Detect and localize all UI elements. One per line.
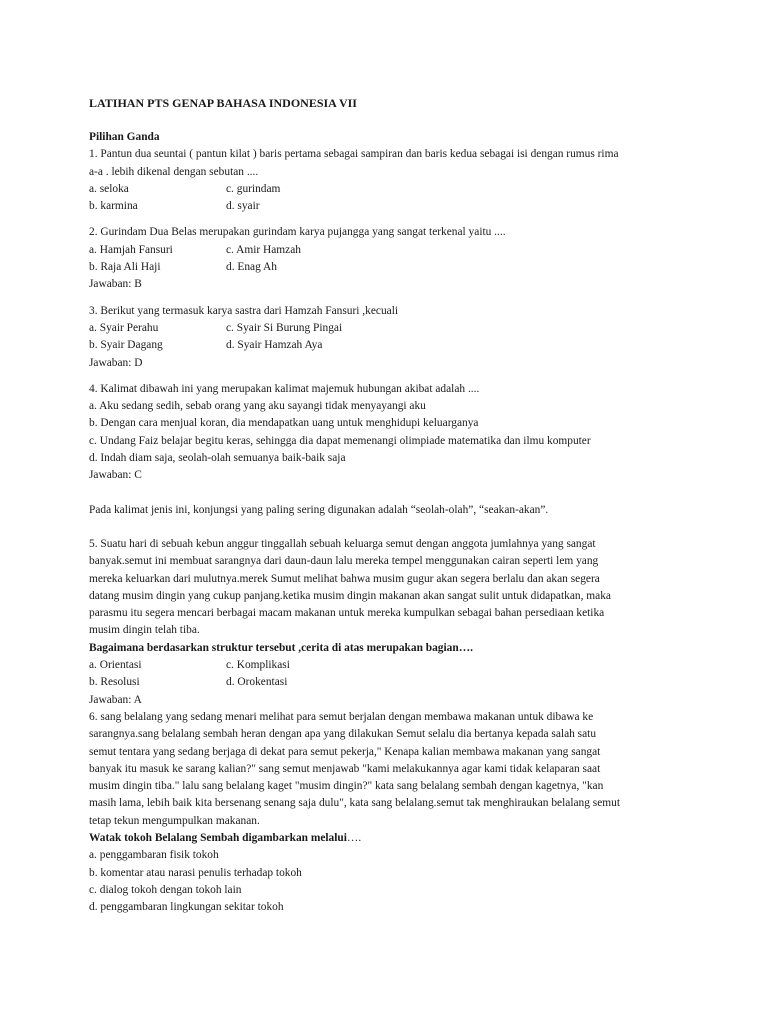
explanation-note: Pada kalimat jenis ini, konjungsi yang paling sering digunakan adalah “seolah-olah”, “seakan-akan”. bbox=[89, 503, 549, 516]
question-4 bbox=[89, 381, 689, 519]
option-c: c. Amir Hamzah bbox=[226, 243, 301, 256]
option-a: a. penggambaran fisik tokoh bbox=[89, 849, 219, 862]
document-content bbox=[89, 95, 689, 916]
document-title: LATIHAN PTS GENAP BAHASA INDONESIA VII bbox=[89, 96, 357, 110]
question-text: 2. Gurindam Dua Belas merupakan gurindam karya pujangga yang sangat terkenal yaitu .... bbox=[89, 226, 506, 239]
passage-line: mereka keluarkan dari mulutnya.merek Sumut melihat bahwa musim gugur akan segera berlalu dan akan segera bbox=[89, 572, 600, 585]
question-6 bbox=[89, 709, 689, 917]
passage-line: 5. Suatu hari di sebuah kebun anggur tinggallah sebuah keluarga semut dengan anggota jumlahnya yang sangat bbox=[89, 537, 596, 550]
option-c: c. Syair Si Burung Pingai bbox=[226, 321, 343, 334]
option-c: c. Undang Faiz belajar begitu keras, sehingga dia dapat memenangi olimpiade matematika dan ilmu komputer bbox=[89, 434, 591, 447]
option-d: d. Indah diam saja, seolah-olah semuanya baik-baik saja bbox=[89, 452, 346, 465]
passage-line: semut tentara yang sedang berjaga di dekat para semut pekerja," Kenapa kalian membawa makanan yang sangat bbox=[89, 745, 601, 758]
options-row bbox=[89, 198, 689, 215]
question-text: a-a . lebih dikenal dengan sebutan .... bbox=[89, 165, 259, 178]
option-b: b. Resolusi bbox=[89, 676, 140, 689]
question-text: 3. Berikut yang termasuk karya sastra dari Hamzah Fansuri ,kecuali bbox=[89, 304, 399, 317]
option-d: d. penggambaran lingkungan sekitar tokoh bbox=[89, 901, 284, 914]
options-row bbox=[89, 674, 689, 691]
option-c: c. dialog tokoh dengan tokoh lain bbox=[89, 883, 242, 896]
option-a: a. Hamjah Fansuri bbox=[89, 243, 173, 256]
passage-line: musim dingin tiba." lalu sang belalang kaget "musim dingin?" kata sang belalang sembah dengan kagetnya, "kan bbox=[89, 780, 604, 793]
passage-line: datang musim dingin yang cukup panjang.ketika musim dingin makanan akan sangat sulit untuk didapatkan, maka bbox=[89, 589, 611, 602]
section-heading: Pilihan Ganda bbox=[89, 131, 160, 143]
options-row bbox=[89, 657, 689, 674]
option-a: a. seloka bbox=[89, 182, 129, 195]
options-row bbox=[89, 259, 689, 276]
passage-line: musim dingin telah tiba. bbox=[89, 624, 200, 637]
answer-key: Jawaban: D bbox=[89, 356, 143, 369]
option-a: a. Orientasi bbox=[89, 659, 142, 672]
option-d: d. Orokentasi bbox=[226, 676, 288, 689]
question-text bbox=[89, 830, 689, 847]
option-a: a. Syair Perahu bbox=[89, 321, 159, 334]
question-text: Bagaimana berdasarkan struktur tersebut ,cerita di atas merupakan bagian…. bbox=[89, 641, 473, 654]
question-5 bbox=[89, 536, 689, 709]
options-row bbox=[89, 337, 689, 354]
option-b: b. Raja Ali Haji bbox=[89, 261, 161, 274]
question-ellipsis: …. bbox=[346, 831, 362, 844]
answer-key: Jawaban: C bbox=[89, 469, 142, 482]
passage-line: tetap tekun mengumpulkan makanan. bbox=[89, 814, 260, 827]
question-3 bbox=[89, 303, 689, 372]
question-2 bbox=[89, 224, 689, 293]
passage-line: masih lama, lebih baik kita bersenang senang saja dulu", kata sang belalang.semut tak menghiraukan belalang semut bbox=[89, 797, 620, 810]
option-d: d. Syair Hamzah Aya bbox=[226, 339, 323, 352]
option-c: c. gurindam bbox=[226, 182, 281, 195]
passage-line: sarangnya.sang belalang sembah heran dengan apa yang dilakukan Semut selalu dia bertanya kepada salah satu bbox=[89, 728, 597, 741]
passage-line: parasmu itu segera mencari berbagai macam makanan untuk mereka kumpulkan sebagai bahan persediaan ketika bbox=[89, 607, 605, 620]
option-a: a. Aku sedang sedih, sebab orang yang aku sayangi tidak menyayangi aku bbox=[89, 400, 426, 413]
option-b: b. komentar atau narasi penulis terhadap tokoh bbox=[89, 866, 302, 879]
options-row bbox=[89, 242, 689, 259]
question-text: 4. Kalimat dibawah ini yang merupakan kalimat majemuk hubungan akibat adalah .... bbox=[89, 382, 480, 395]
question-text: 1. Pantun dua seuntai ( pantun kilat ) baris pertama sebagai sampiran dan baris kedua sebagai isi dengan rumus rima bbox=[89, 148, 619, 161]
answer-key: Jawaban: A bbox=[89, 693, 142, 706]
option-d: d. syair bbox=[226, 200, 260, 213]
option-d: d. Enag Ah bbox=[226, 261, 277, 274]
options-row bbox=[89, 181, 689, 198]
question-1 bbox=[89, 146, 689, 215]
passage-line: 6. sang belalang yang sedang menari melihat para semut berjalan dengan membawa makanan untuk dibawa ke bbox=[89, 710, 594, 723]
passage-line: banyak.semut ini membuat sarangnya dari daun-daun lalu mereka tempel menggunakan cairan seperti lem yang bbox=[89, 555, 599, 568]
option-b: b. Dengan cara menjual koran, dia mendapatkan uang untuk menghidupi keluarganya bbox=[89, 417, 479, 430]
answer-key: Jawaban: B bbox=[89, 278, 142, 291]
question-bold-part: Watak tokoh Belalang Sembah digambarkan melalui bbox=[89, 831, 347, 844]
option-c: c. Komplikasi bbox=[226, 659, 290, 672]
passage-line: banyak itu masuk ke sarang kalian?" sang semut menjawab "kami melakukannya agar kami tidak kelaparan saat bbox=[89, 762, 601, 775]
option-b: b. karmina bbox=[89, 200, 138, 213]
options-row bbox=[89, 320, 689, 337]
option-b: b. Syair Dagang bbox=[89, 339, 163, 352]
